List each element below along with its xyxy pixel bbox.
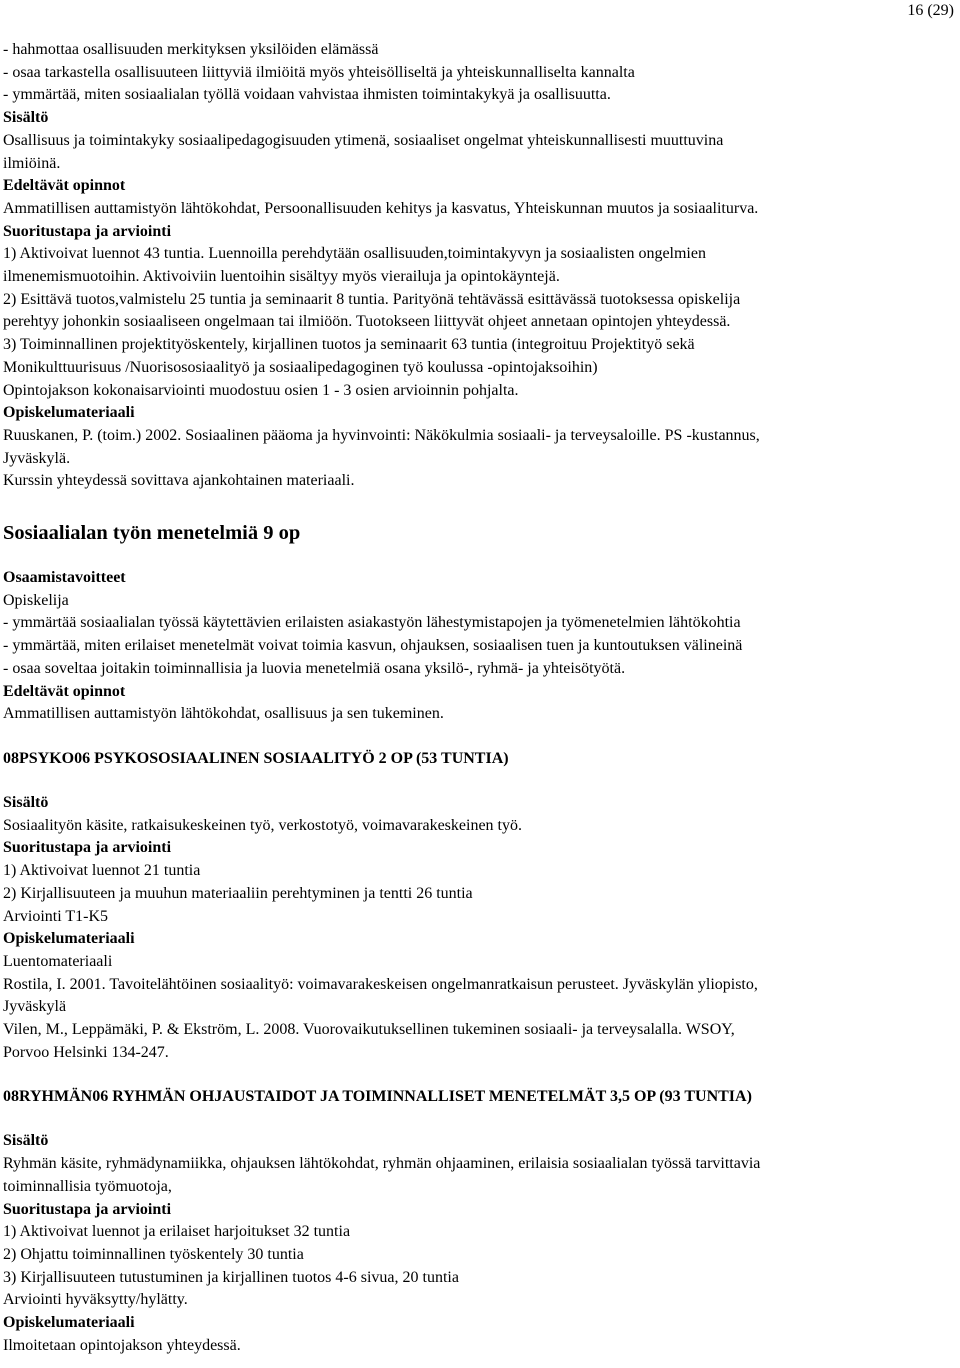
text-line: toiminnallisia työmuotoja, [3, 1177, 172, 1195]
text-line: 1) Aktivoivat luennot ja erilaiset harjoitukset 32 tuntia [3, 1223, 351, 1241]
subheading: Sisältö [3, 109, 49, 127]
text-line: Sosiaalityön käsite, ratkaisukeskeinen työ, verkostotyö, voimavarakeskeinen työ. [3, 816, 522, 834]
subheading: Opiskelumateriaali [3, 1314, 135, 1332]
text-line: 2) Ohjattu toiminnallinen työskentely 30 tuntia [3, 1245, 304, 1263]
section-title: Sosiaalialan työn menetelmiä 9 op [3, 522, 301, 545]
text-line: - osaa soveltaa joitakin toiminnallisia ja luovia menetelmiä osana yksilö-, ryhmä- ja yhteisötyötä. [3, 659, 626, 677]
subheading: Opiskelumateriaali [3, 404, 135, 422]
text-line: Ruuskanen, P. (toim.) 2002. Sosiaalinen pääoma ja hyvinvointi: Näkökulmia sosiaali- ja terveysaloille. PS -kustannus, [3, 426, 760, 444]
subheading: Sisältö [3, 1132, 49, 1150]
block-learning-goals [3, 39, 953, 493]
text-line: 1) Aktivoivat luennot 21 tuntia [3, 862, 201, 880]
page-number: 16 (29) [907, 2, 954, 19]
text-line: - ymmärtää sosiaalialan työssä käytettävien erilaisten asiakastyön lähestymistapojen ja työmenetelmien lähtökohtia [3, 614, 741, 632]
text-line: Arviointi T1-K5 [3, 907, 109, 925]
course-body [3, 792, 953, 1064]
subheading: Suoritustapa ja arviointi [3, 222, 172, 240]
text-line: Jyväskylä. [3, 449, 71, 467]
text-line: perehtyy johonkin sosiaaliseen ongelmaan tai ilmiöön. Tuotokseen liittyvät ohjeet annetaan opintojen yhteydessä. [3, 313, 731, 331]
text-line: Monikulttuurisuus /Nuorisososiaalityö ja sosiaalipedagoginen työ koulussa -opintojaksoihin) [3, 358, 598, 376]
text-line: Ryhmän käsite, ryhmädynamiikka, ohjauksen lähtökohdat, ryhmän ohjaaminen, erilaisia sosiaalialan työssä tarvittavia [3, 1155, 761, 1173]
subheading: Edeltävät opinnot [3, 682, 126, 700]
text-line: Opiskelija [3, 591, 69, 609]
text-line: - ymmärtää, miten erilaiset menetelmät voivat toimia kasvun, ohjauksen, sosiaalisen tuen ja kuntoutuksen välineinä [3, 637, 743, 655]
course-body [3, 1130, 953, 1357]
text-line: 2) Kirjallisuuteen ja muuhun materiaaliin perehtyminen ja tentti 26 tuntia [3, 884, 473, 902]
document-body [3, 39, 953, 1357]
text-line: ilmenemismuotoihin. Aktivoiviin luentoihin sisältyy myös vierailuja ja opintokäyntejä. [3, 268, 560, 286]
course-title: 08PSYKO06 PSYKOSOSIAALINEN SOSIAALITYÖ 2 OP (53 TUNTIA) [3, 749, 509, 767]
text-line: Arviointi hyväksytty/hylätty. [3, 1291, 188, 1309]
text-line: - osaa tarkastella osallisuuteen liittyviä ilmiöitä myös yhteisölliseltä ja yhteiskunnalliselta kannalta [3, 63, 635, 81]
subheading: Sisältö [3, 793, 49, 811]
text-line: Osallisuus ja toimintakyky sosiaalipedagogisuuden ytimenä, sosiaaliset ongelmat yhteiskunnallisesti muuttuvina [3, 131, 724, 149]
text-line: - hahmottaa osallisuuden merkityksen yksilöiden elämässä [3, 41, 379, 58]
text-line: ilmiöinä. [3, 154, 61, 172]
text-line: Vilen, M., Leppämäki, P. & Ekström, L. 2008. Vuorovaikutuksellinen tukeminen sosiaali- ja terveysalalla. WSOY, [3, 1021, 735, 1039]
text-line: - ymmärtää, miten sosiaalialan työllä voidaan vahvistaa ihmisten toimintakykyä ja osallisuutta. [3, 86, 611, 104]
text-line: 3) Toiminnallinen projektityöskentely, kirjallinen tuotos ja seminaarit 63 tuntia (integroituu Projektityö sekä [3, 336, 695, 354]
text-line: Ilmoitetaan opintojakson yhteydessä. [3, 1336, 241, 1354]
text-line: Rostila, I. 2001. Tavoitelähtöinen sosiaalityö: voimavarakeskeisen ongelmanratkaisun perusteet. Jyväskylän yliopisto, [3, 975, 758, 993]
text-line: Ammatillisen auttamistyön lähtökohdat, osallisuus ja sen tukeminen. [3, 705, 444, 723]
text-line: Jyväskylä [3, 998, 67, 1016]
text-line: 3) Kirjallisuuteen tutustuminen ja kirjallinen tuotos 4-6 sivua, 20 tuntia [3, 1268, 459, 1286]
subheading: Suoritustapa ja arviointi [3, 1200, 172, 1218]
text-line: 1) Aktivoivat luennot 43 tuntia. Luennoilla perehdytään osallisuuden,toimintakyvyn ja sosiaalisten ongelmien [3, 245, 706, 263]
text-line: Opintojakson kokonaisarviointi muodostuu osien 1 - 3 osien arvioinnin pohjalta. [3, 381, 519, 399]
subheading: Osaamistavoitteet [3, 569, 126, 587]
subheading: Opiskelumateriaali [3, 930, 135, 948]
text-line: Luentomateriaali [3, 952, 113, 970]
text-line: 2) Esittävä tuotos,valmistelu 25 tuntia ja seminaarit 8 tuntia. Parityönä tehtävässä esittävässä tuotoksessa opiskelija [3, 290, 741, 308]
section-body [3, 567, 953, 726]
subheading: Edeltävät opinnot [3, 177, 126, 195]
course-title: 08RYHMÄN06 RYHMÄN OHJAUSTAIDOT JA TOIMINNALLISET MENETELMÄT 3,5 OP (93 TUNTIA) [3, 1088, 752, 1106]
text-line: Porvoo Helsinki 134-247. [3, 1043, 169, 1061]
text-line: Kurssin yhteydessä sovittava ajankohtainen materiaali. [3, 472, 355, 490]
text-line: Ammatillisen auttamistyön lähtökohdat, Persoonallisuuden kehitys ja kasvatus, Yhteiskunnan muutos ja sosiaaliturva. [3, 199, 759, 217]
subheading: Suoritustapa ja arviointi [3, 839, 172, 857]
